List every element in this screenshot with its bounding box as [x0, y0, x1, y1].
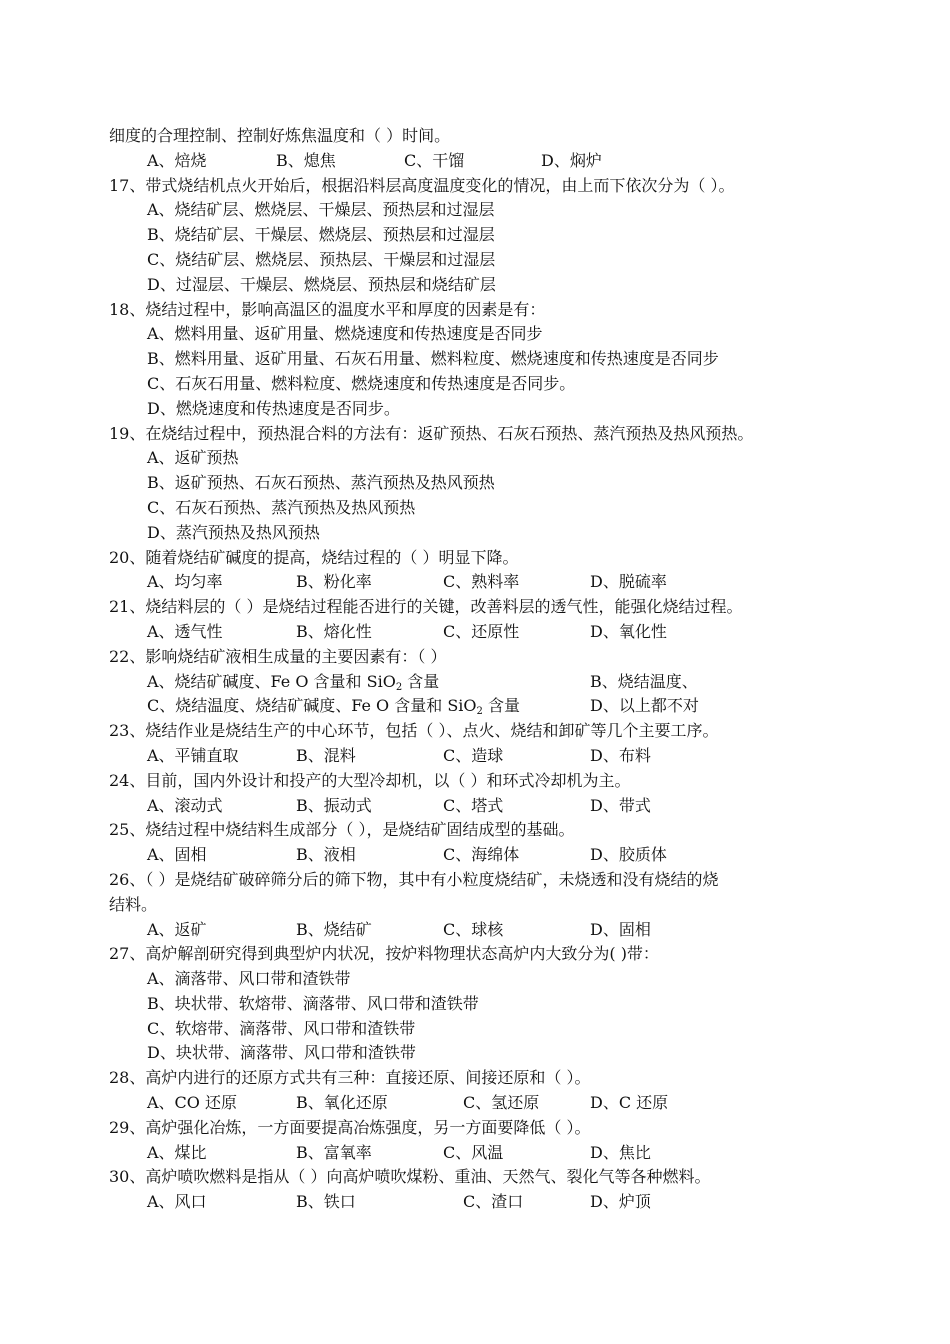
option-text: A、CO 还原	[147, 1093, 238, 1113]
option-row	[0, 1091, 950, 1116]
option-text: A、烧结矿碱度、Fe O 含量和 SiO$_2$ 含量	[147, 671, 440, 693]
option-text: D、C 还原	[590, 1093, 669, 1113]
option-text: A、焙烧	[147, 150, 207, 170]
option-row	[0, 620, 950, 645]
option-line: B、返矿预热、石灰石预热、蒸汽预热及热风预热	[147, 473, 495, 493]
option-text: A、固相	[147, 845, 207, 865]
continuation-line: 结料。	[109, 894, 158, 914]
option-row	[0, 670, 950, 695]
option-text: C、球核	[443, 919, 504, 939]
question-stem: 25、烧结过程中烧结料生成部分（ ），是烧结矿固结成型的基础。	[109, 820, 575, 840]
option-text: C、还原性	[443, 621, 520, 641]
option-line: C、石灰石预热、蒸汽预热及热风预热	[147, 497, 416, 517]
option-text: A、煤比	[147, 1142, 207, 1162]
option-line: B、块状带、软熔带、滴落带、风口带和渣铁带	[147, 993, 479, 1013]
option-text: D、固相	[590, 919, 651, 939]
option-line: D、蒸汽预热及热风预热	[147, 522, 320, 542]
question-stem: 24、目前，国内外设计和投产的大型冷却机，以（ ）和环式冷却机为主。	[109, 770, 631, 790]
option-line: A、返矿预热	[147, 448, 239, 468]
option-text: C、风温	[443, 1142, 504, 1162]
option-line: C、烧结矿层、燃烧层、预热层、干燥层和过湿层	[147, 249, 496, 269]
option-text: B、熔化性	[296, 621, 372, 641]
option-text: C、烧结温度、烧结矿碱度、Fe O 含量和 SiO$_2$ 含量	[147, 696, 520, 718]
question-stem: 22、影响烧结矿液相生成量的主要因素有：（ ）	[109, 646, 447, 666]
option-line: D、燃烧速度和传热速度是否同步。	[147, 398, 400, 418]
option-text: C、熟料率	[443, 572, 520, 592]
option-text: B、烧结矿	[296, 919, 372, 939]
option-row	[0, 1190, 950, 1215]
continuation-line: 细度的合理控制、控制好炼焦温度和（ ）时间。	[109, 126, 451, 145]
option-row	[0, 570, 950, 595]
option-text: B、富氧率	[296, 1142, 372, 1162]
option-text: D、焦比	[590, 1142, 651, 1162]
option-text: C、氢还原	[463, 1093, 540, 1113]
option-text: A、平铺直取	[147, 745, 239, 765]
option-row	[0, 843, 950, 868]
option-line: C、石灰石用量、燃料粒度、燃烧速度和传热速度是否同步。	[147, 373, 576, 393]
question-stem: 17、带式烧结机点火开始后，根据沿料层高度温度变化的情况，由上而下依次分为（ ）。	[109, 175, 735, 195]
option-text: C、渣口	[463, 1192, 524, 1212]
option-text: A、滚动式	[147, 795, 223, 815]
option-line: A、烧结矿层、燃烧层、干燥层、预热层和过湿层	[147, 200, 495, 220]
question-stem: 28、高炉内进行的还原方式共有三种：直接还原、间接还原和（ ）。	[109, 1068, 591, 1088]
option-row	[0, 1141, 950, 1166]
question-stem: 23、烧结作业是烧结生产的中心环节，包括（ ）、点火、烧结和卸矿等几个主要工序。	[109, 721, 719, 741]
option-text: A、透气性	[147, 621, 223, 641]
document-page	[0, 124, 950, 1215]
option-text: C、造球	[443, 745, 504, 765]
option-line: D、过湿层、干燥层、燃烧层、预热层和烧结矿层	[147, 274, 496, 294]
option-text: D、脱硫率	[590, 572, 667, 592]
question-stem: 29、高炉强化冶炼，一方面要提高冶炼强度，另一方面要降低（ ）。	[109, 1117, 591, 1137]
option-text: B、液相	[296, 845, 356, 865]
option-line: B、燃料用量、返矿用量、石灰石用量、燃料粒度、燃烧速度和传热速度是否同步	[147, 349, 719, 369]
option-text: D、布料	[590, 745, 651, 765]
option-line: A、燃料用量、返矿用量、燃烧速度和传热速度是否同步	[147, 324, 543, 344]
option-row	[0, 694, 950, 719]
option-text: B、熄焦	[276, 150, 336, 170]
option-text: D、以上都不对	[590, 696, 699, 716]
option-row	[0, 744, 950, 769]
option-line: B、烧结矿层、干燥层、燃烧层、预热层和过湿层	[147, 225, 495, 245]
option-text: D、氧化性	[590, 621, 667, 641]
question-stem: 19、在烧结过程中，预热混合料的方法有：返矿预热、石灰石预热、蒸汽预热及热风预热。	[109, 423, 754, 443]
question-stem: 21、烧结料层的（ ）是烧结过程能否进行的关键，改善料层的透气性，能强化烧结过程。	[109, 597, 743, 617]
option-text: D、胶质体	[590, 845, 667, 865]
option-text: D、焖炉	[541, 150, 602, 170]
question-stem: 30、高炉喷吹燃料是指从（ ）向高炉喷吹煤粉、重油、天然气、裂化气等各种燃料。	[109, 1167, 711, 1187]
question-stem: 20、随着烧结矿碱度的提高，烧结过程的（ ）明显下降。	[109, 547, 519, 567]
option-text: B、粉化率	[296, 572, 372, 592]
option-text: C、海绵体	[443, 845, 520, 865]
option-row	[0, 918, 950, 943]
option-text: B、振动式	[296, 795, 372, 815]
option-text: A、均匀率	[147, 572, 223, 592]
option-text: A、风口	[147, 1192, 207, 1212]
question-stem: 18、烧结过程中，影响高温区的温度水平和厚度的因素是有：	[109, 299, 546, 319]
option-line: C、软熔带、滴落带、风口带和渣铁带	[147, 1018, 416, 1038]
question-stem: 27、高炉解剖研究得到典型炉内状况，按炉料物理状态高炉内大致分为( )带：	[109, 944, 659, 964]
option-text: B、烧结温度、	[590, 671, 698, 691]
option-text: A、返矿	[147, 919, 207, 939]
option-line: D、块状带、滴落带、风口带和渣铁带	[147, 1043, 416, 1063]
option-text: D、带式	[590, 795, 651, 815]
option-text: C、干馏	[404, 150, 465, 170]
option-text: C、塔式	[443, 795, 504, 815]
option-row	[0, 149, 950, 174]
option-text: B、氧化还原	[296, 1093, 388, 1113]
question-stem: 26、（ ）是烧结矿破碎筛分后的筛下物，其中有小粒度烧结矿，未烧透和没有烧结的烧	[109, 869, 719, 889]
option-text: D、炉顶	[590, 1192, 651, 1212]
option-row	[0, 794, 950, 819]
option-line: A、滴落带、风口带和渣铁带	[147, 969, 351, 989]
option-text: B、混料	[296, 745, 356, 765]
option-text: B、铁口	[296, 1192, 356, 1212]
